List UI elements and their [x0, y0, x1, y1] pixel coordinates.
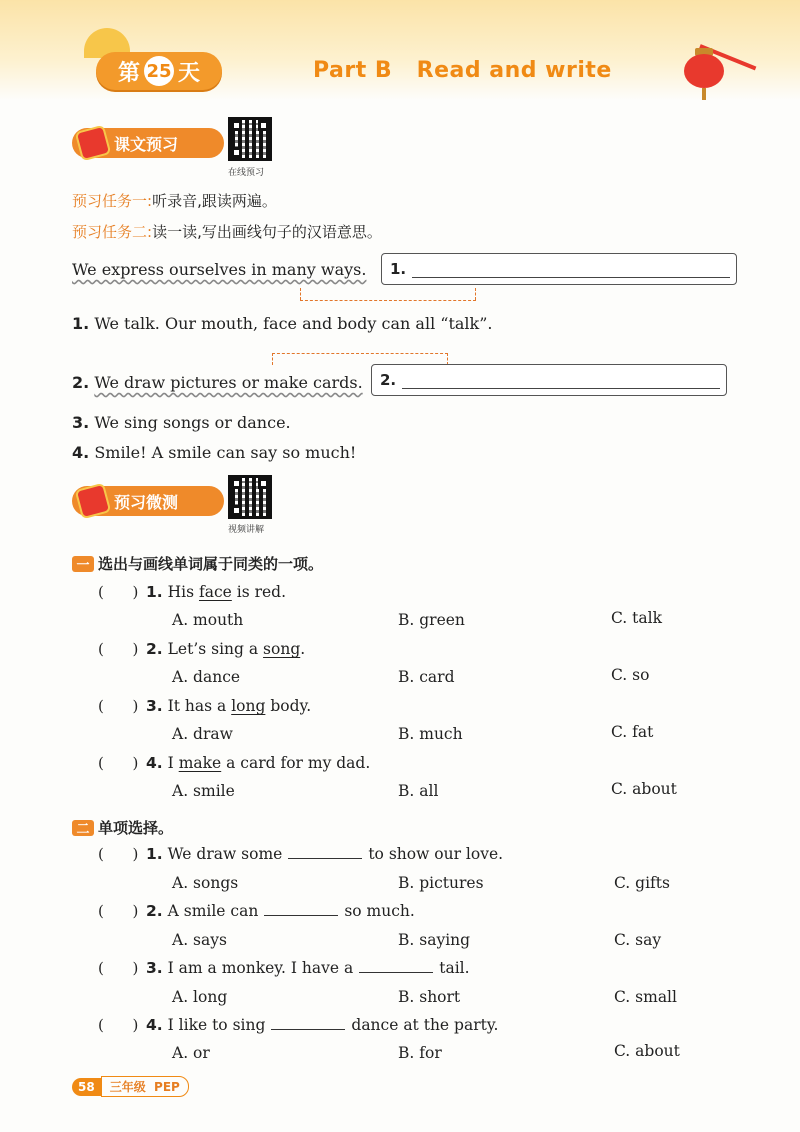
option-a[interactable]: A. draw: [172, 725, 233, 743]
option-c[interactable]: C. say: [614, 931, 662, 949]
answer-1-num: 1.: [390, 260, 407, 278]
option-b[interactable]: B. much: [398, 725, 463, 743]
option-c[interactable]: C. gifts: [614, 874, 670, 892]
option-b[interactable]: B. green: [398, 611, 465, 629]
qr-code-icon[interactable]: [228, 117, 272, 161]
task-2-text: 读一读,写出画线句子的汉语意思。: [152, 223, 382, 241]
answer-box-2[interactable]: [371, 364, 727, 396]
option-c[interactable]: C. about: [611, 780, 677, 798]
q-pre: I am a monkey. I have a: [167, 959, 354, 977]
option-c[interactable]: C. about: [614, 1042, 680, 1060]
part-2-mark: 二: [72, 820, 94, 836]
q-underlined: face: [198, 583, 232, 601]
grade-label: 三年级 PEP: [101, 1076, 189, 1097]
answer-box-1[interactable]: [381, 253, 737, 285]
line-4-num: 4.: [72, 443, 90, 462]
lantern-tassel: [702, 88, 706, 100]
line-1-text: We talk. Our mouth, face and body can all “talk”.: [94, 314, 493, 333]
connector-1b: [300, 300, 476, 301]
part-1-mark: 一: [72, 556, 94, 572]
answer-paren[interactable]: ( ): [98, 1016, 139, 1034]
q-underlined: song: [263, 640, 301, 658]
p1-question-3: [98, 697, 738, 753]
lantern-icon: [684, 54, 724, 88]
q-num: 3.: [146, 959, 163, 977]
option-b[interactable]: B. for: [398, 1044, 442, 1062]
answer-2-line[interactable]: [402, 387, 720, 389]
option-c[interactable]: C. small: [614, 988, 677, 1006]
qr-code-icon[interactable]: [228, 475, 272, 519]
line-3-num: 3.: [72, 413, 90, 432]
blank-line[interactable]: [288, 858, 362, 859]
answer-paren[interactable]: ( ): [98, 902, 139, 920]
preview-banner-label: 课文预习: [114, 134, 179, 154]
answer-1-line[interactable]: [412, 276, 730, 278]
answer-paren[interactable]: ( ): [98, 697, 139, 715]
option-b[interactable]: B. card: [398, 668, 455, 686]
qr-caption: 视频讲解: [228, 525, 265, 535]
line-1-num: 1.: [72, 314, 90, 333]
option-b[interactable]: B. all: [398, 782, 439, 800]
line-2-num: 2.: [72, 373, 90, 392]
q-pre: We draw some: [167, 845, 283, 863]
page-footer: [72, 1076, 189, 1097]
answer-paren[interactable]: ( ): [98, 959, 139, 977]
option-a[interactable]: A. says: [172, 931, 227, 949]
connector-2a: [272, 353, 448, 354]
blank-line[interactable]: [359, 972, 433, 973]
q-num: 1.: [146, 583, 163, 601]
preview-section: [72, 128, 224, 158]
answer-paren[interactable]: ( ): [98, 640, 139, 658]
task-1-label: 预习任务一:: [72, 192, 153, 210]
line-3-text: We sing songs or dance.: [94, 413, 291, 432]
q-pre: I: [167, 754, 179, 772]
test-section: [72, 486, 224, 516]
red-envelope-icon: [75, 125, 112, 162]
q-post: tail.: [439, 959, 470, 977]
q-num: 3.: [146, 697, 163, 715]
q-post: .: [300, 640, 306, 658]
option-a[interactable]: A. mouth: [172, 611, 244, 629]
part-2-text: 单项选择。: [98, 819, 174, 837]
reading-line-4: [72, 443, 356, 462]
option-c[interactable]: C. fat: [611, 723, 654, 741]
part-1-text: 选出与画线单词属于同类的一项。: [98, 555, 324, 573]
q-num: 4.: [146, 754, 163, 772]
q-pre: It has a: [167, 697, 232, 715]
p2-question-1: [98, 845, 738, 901]
q-post: to show our love.: [368, 845, 504, 863]
q-post: a card for my dad.: [221, 754, 371, 772]
blank-line[interactable]: [271, 1029, 345, 1030]
q-post: is red.: [231, 583, 287, 601]
p1-question-2: [98, 640, 738, 696]
option-a[interactable]: A. songs: [172, 874, 239, 892]
option-b[interactable]: B. pictures: [398, 874, 484, 892]
option-a[interactable]: A. long: [172, 988, 228, 1006]
day-badge: [96, 52, 222, 90]
answer-paren[interactable]: ( ): [98, 583, 139, 601]
test-banner: [72, 486, 224, 516]
qr-caption: 在线预习: [228, 168, 265, 178]
task-1: [72, 190, 277, 211]
task-2: [72, 221, 382, 242]
connector-1a: [300, 288, 301, 300]
q-post: body.: [265, 697, 312, 715]
answer-2-num: 2.: [380, 371, 397, 389]
q-pre: Let’s sing a: [167, 640, 264, 658]
option-c[interactable]: C. so: [611, 666, 650, 684]
day-prefix: 第: [117, 60, 140, 86]
line-4-text: Smile! A smile can say so much!: [94, 443, 357, 462]
reading-line-3: [72, 413, 291, 432]
day-number: 25: [144, 56, 174, 86]
page-title: Part B Read and write: [313, 58, 612, 83]
q-underlined: make: [178, 754, 222, 772]
p2-question-2: [98, 902, 738, 958]
red-envelope-icon: [75, 483, 112, 520]
test-banner-label: 预习微测: [114, 492, 179, 512]
q-num: 2.: [146, 902, 163, 920]
connector-1c: [475, 288, 476, 300]
option-b[interactable]: B. short: [398, 988, 461, 1006]
q-pre: His: [167, 583, 199, 601]
answer-paren[interactable]: ( ): [98, 845, 139, 863]
q-underlined: long: [231, 697, 266, 715]
option-a[interactable]: A. dance: [172, 668, 241, 686]
option-a[interactable]: A. or: [172, 1044, 210, 1062]
part-1-heading: [72, 553, 323, 574]
option-c[interactable]: C. talk: [611, 609, 662, 627]
option-b[interactable]: B. saying: [398, 931, 471, 949]
p1-question-1: [98, 583, 738, 639]
reading-line-1: [72, 314, 493, 333]
q-num: 2.: [146, 640, 163, 658]
page-number: 58: [72, 1078, 101, 1096]
line-2-text: We draw pictures or make cards.: [94, 373, 363, 392]
q-post: dance at the party.: [351, 1016, 499, 1034]
part-2-heading: [72, 817, 173, 838]
q-post: so much.: [344, 902, 415, 920]
q-num: 4.: [146, 1016, 163, 1034]
preview-banner: [72, 128, 224, 158]
connector-2b: [272, 353, 273, 365]
p1-question-4: [98, 754, 738, 810]
q-num: 1.: [146, 845, 163, 863]
day-suffix: 天: [178, 60, 201, 86]
option-a[interactable]: A. smile: [172, 782, 235, 800]
task-1-text: 听录音,跟读两遍。: [152, 192, 277, 210]
reading-line-2: [72, 373, 363, 392]
q-pre: A smile can: [167, 902, 259, 920]
p2-question-3: [98, 959, 738, 1015]
intro-sentence: We express ourselves in many ways.: [72, 260, 367, 279]
blank-line[interactable]: [264, 915, 338, 916]
answer-paren[interactable]: ( ): [98, 754, 139, 772]
task-2-label: 预习任务二:: [72, 223, 153, 241]
p2-question-4: [98, 1016, 738, 1072]
q-pre: I like to sing: [167, 1016, 266, 1034]
